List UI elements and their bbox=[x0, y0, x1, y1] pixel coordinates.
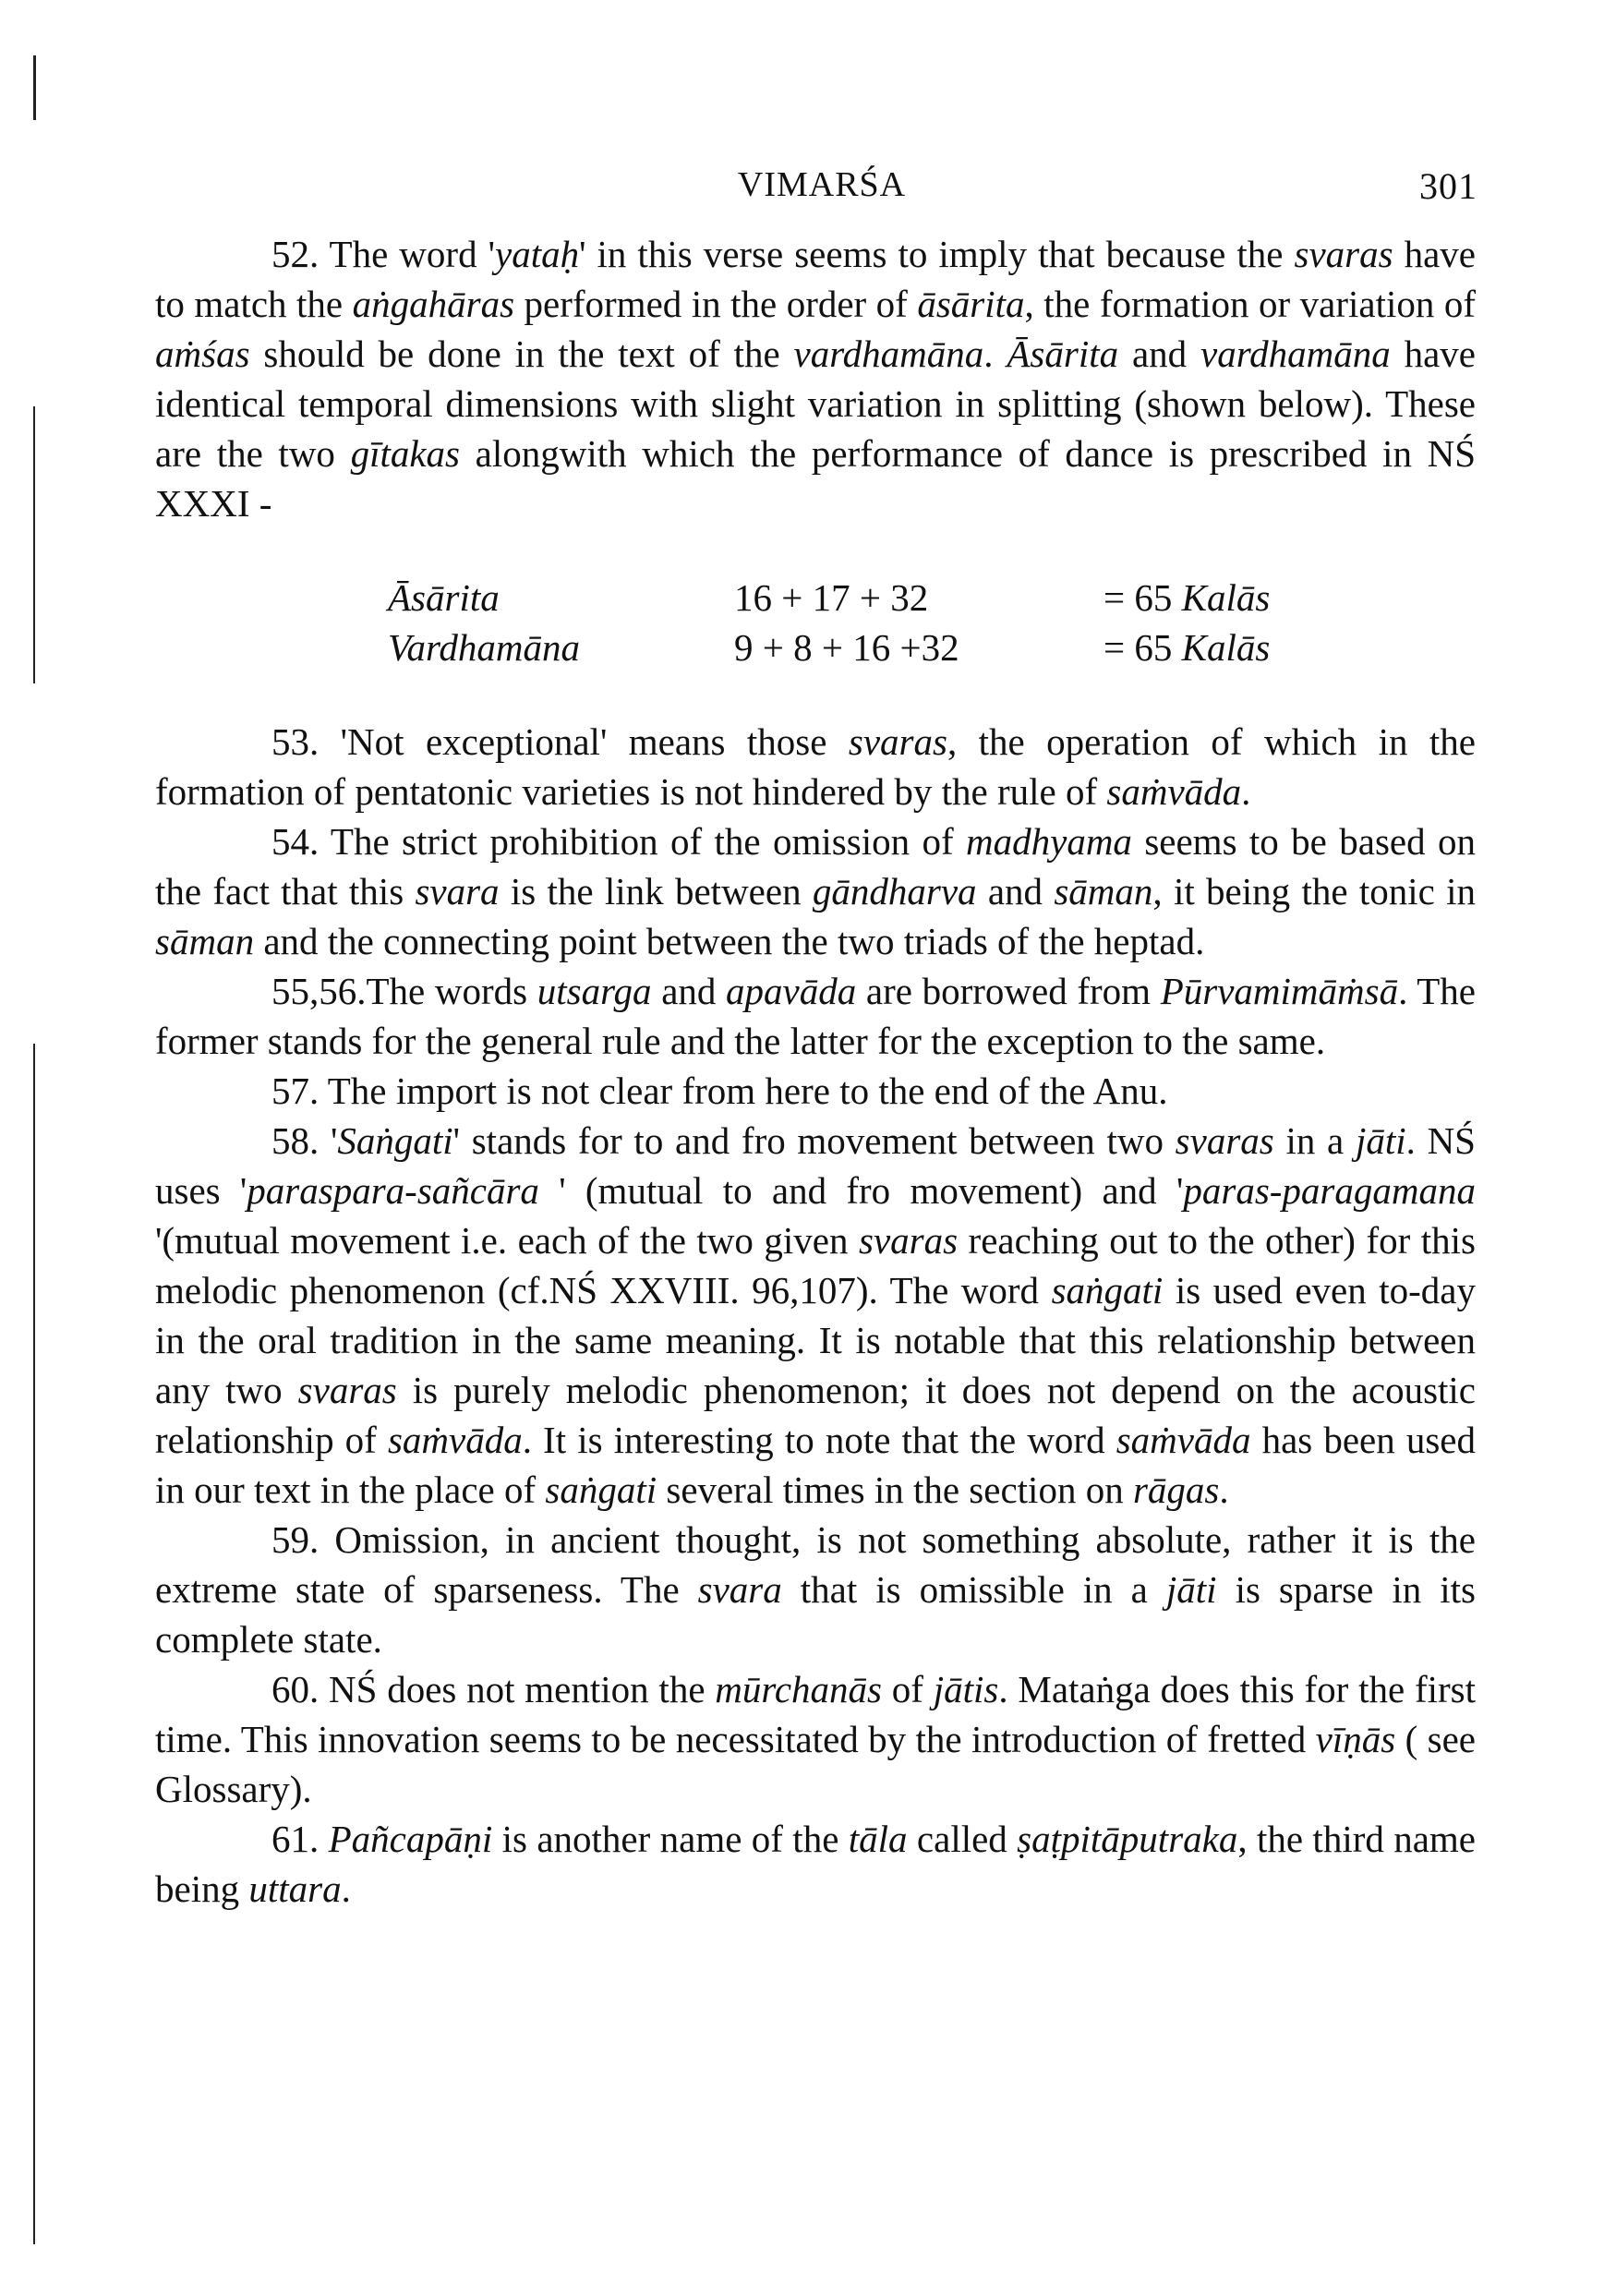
note-text: , the formation or variation of bbox=[1024, 283, 1476, 325]
note-text: 54. The strict prohibition of the omission of bbox=[271, 820, 967, 863]
italic-term: saṁvāda bbox=[1116, 1419, 1251, 1461]
italic-term: apavāda bbox=[726, 970, 857, 1012]
italic-term: svaras bbox=[1175, 1119, 1274, 1162]
note-text: ( see Glossary). bbox=[155, 1718, 1476, 1810]
note-text: , it being the tonic in bbox=[1152, 870, 1477, 912]
note-text: . NŚ uses ' bbox=[155, 1119, 1476, 1212]
italic-term: sāman bbox=[1054, 870, 1153, 912]
note-text: 59. Omission, in ancient thought, is not something absolute, rather it is the extreme state of sparseness. The bbox=[155, 1518, 1476, 1611]
note-61 bbox=[155, 1814, 1476, 1914]
italic-term: aṅgahāras bbox=[352, 283, 515, 325]
note-52 bbox=[155, 229, 1476, 528]
table-row bbox=[388, 573, 1344, 622]
table-row bbox=[388, 622, 1344, 672]
note-text: 57. The import is not clear from here to the end of the Anu. bbox=[271, 1069, 1168, 1112]
note-54 bbox=[155, 816, 1476, 966]
italic-term: svara bbox=[415, 870, 500, 912]
note-text: is purely melodic phenomenon; it does not depend on the acoustic relationship of bbox=[155, 1369, 1477, 1461]
italic-term: saṅgati bbox=[545, 1468, 657, 1511]
page-body bbox=[155, 229, 1476, 1914]
italic-term: Saṅgati bbox=[337, 1119, 453, 1162]
note-text: and bbox=[651, 970, 727, 1012]
kala-total bbox=[1103, 622, 1344, 672]
left-margin-rule bbox=[33, 406, 35, 683]
kala-sum: 16 + 17 + 32 bbox=[734, 576, 929, 619]
italic-term: rāgas bbox=[1132, 1468, 1220, 1511]
note-text: has been used in our text in the place of bbox=[155, 1419, 1476, 1511]
note-55-56 bbox=[155, 966, 1476, 1066]
italic-term: jāti bbox=[1165, 1568, 1217, 1611]
note-text: that is omissible in a bbox=[781, 1568, 1166, 1611]
note-53 bbox=[155, 717, 1476, 816]
note-59 bbox=[155, 1515, 1476, 1664]
italic-term: Pūrvamimāṁsā bbox=[1160, 970, 1399, 1012]
note-text: 53. 'Not exceptional' means those bbox=[271, 720, 849, 763]
note-text: several times in the section on bbox=[657, 1468, 1133, 1511]
italic-term: vardhamāna bbox=[793, 332, 984, 375]
kala-unit: Kalās bbox=[1181, 626, 1271, 669]
italic-term: tāla bbox=[848, 1818, 908, 1860]
italic-term: aṁśas bbox=[155, 332, 250, 375]
kala-unit: Kalās bbox=[1181, 576, 1271, 619]
note-text: . It is interesting to note that the word bbox=[522, 1419, 1116, 1461]
left-margin-rule bbox=[33, 1044, 35, 2244]
italic-term: svara bbox=[697, 1568, 782, 1611]
note-text: . bbox=[1219, 1468, 1229, 1511]
note-text: 60. NŚ does not mention the bbox=[271, 1668, 716, 1710]
italic-term: sāman bbox=[155, 920, 255, 962]
note-text: and bbox=[976, 870, 1055, 912]
italic-term: vīṇās bbox=[1315, 1718, 1396, 1760]
note-text: . bbox=[1241, 770, 1251, 813]
gitaka-name: Vardhamāna bbox=[388, 626, 581, 669]
note-text: 55,56.The words bbox=[271, 970, 537, 1012]
italic-term: vardhamāna bbox=[1200, 332, 1391, 375]
note-text: '(mutual movement i.e. each of the two given bbox=[155, 1219, 859, 1262]
left-margin-rule bbox=[33, 55, 36, 120]
gitaka-name: Āsārita bbox=[388, 576, 500, 619]
note-57 bbox=[155, 1066, 1476, 1116]
note-text: is sparse in its complete state. bbox=[155, 1568, 1477, 1661]
italic-term: āsārita bbox=[917, 283, 1025, 325]
page-header bbox=[157, 164, 1487, 220]
note-text: should be done in the text of the bbox=[249, 332, 794, 375]
note-text: reaching out to the other) for this melodic phenomenon (cf.NŚ XXVIII. 96,107). The word bbox=[155, 1219, 1476, 1311]
italic-term: paras-paragamana bbox=[1183, 1169, 1476, 1212]
kala-table bbox=[388, 573, 1344, 672]
kala-sum: 9 + 8 + 16 +32 bbox=[734, 626, 959, 669]
italic-term: svaras bbox=[1294, 233, 1393, 275]
note-text: called bbox=[907, 1818, 1018, 1860]
note-text: are borrowed from bbox=[856, 970, 1161, 1012]
note-text: . Mataṅga does this for the first time. This innovation seems to be necessitated by the introduction of fretted bbox=[155, 1668, 1476, 1760]
note-text: ' in this verse seems to imply that because the bbox=[579, 233, 1295, 275]
italic-term: utsarga bbox=[537, 970, 652, 1012]
kala-total bbox=[1103, 573, 1344, 622]
note-text: . bbox=[983, 332, 1007, 375]
italic-term: Pañcapāṇi bbox=[328, 1818, 493, 1860]
note-text: ' (mutual to and fro movement) and ' bbox=[538, 1169, 1184, 1212]
italic-term: mūrchanās bbox=[715, 1668, 882, 1710]
running-title: VIMARŚA bbox=[737, 165, 907, 204]
italic-term: svaras bbox=[858, 1219, 959, 1262]
note-text: and bbox=[1118, 332, 1201, 375]
note-text: ' stands for to and fro movement between two bbox=[452, 1119, 1176, 1162]
italic-term: uttara bbox=[248, 1867, 342, 1910]
italic-term: ṣaṭpitāputraka bbox=[1017, 1818, 1238, 1860]
italic-term: madhyama bbox=[966, 820, 1132, 863]
note-text: . The former stands for the general rule and the latter for the exception to the same. bbox=[155, 970, 1476, 1062]
note-text: alongwith which the performance of dance is prescribed in NŚ XXXI - bbox=[155, 432, 1476, 525]
note-text: performed in the order of bbox=[514, 283, 918, 325]
italic-term: svaras bbox=[848, 720, 947, 763]
italic-term: saṁvāda bbox=[1106, 770, 1242, 813]
italic-term: saṅgati bbox=[1051, 1269, 1164, 1311]
note-text: have to match the bbox=[155, 233, 1476, 325]
note-text: 58. ' bbox=[271, 1119, 338, 1162]
notes-before-table bbox=[155, 229, 1476, 528]
kala-total-value: = 65 bbox=[1103, 576, 1182, 619]
note-text: is another name of the bbox=[492, 1818, 849, 1860]
note-text: , the operation of which in the formation of pentatonic varieties is not hindered by the rule of bbox=[155, 720, 1476, 813]
italic-term: gītakas bbox=[350, 432, 461, 475]
note-text: have identical temporal dimensions with slight variation in splitting (shown below). These are the two bbox=[155, 332, 1477, 475]
notes-after-table bbox=[155, 717, 1476, 1914]
note-text: 52. The word ' bbox=[271, 233, 495, 275]
note-58 bbox=[155, 1116, 1476, 1515]
note-text: of bbox=[882, 1668, 934, 1710]
note-text: 61. bbox=[271, 1818, 329, 1860]
page-number: 301 bbox=[1419, 165, 1477, 207]
italic-term: Āsārita bbox=[1007, 332, 1119, 375]
italic-term: saṁvāda bbox=[387, 1419, 523, 1461]
note-60 bbox=[155, 1664, 1476, 1814]
italic-term: jāti bbox=[1355, 1119, 1406, 1162]
note-text: seems to be based on the fact that this bbox=[155, 820, 1476, 912]
italic-term: gāndharva bbox=[812, 870, 977, 912]
italic-term: svaras bbox=[297, 1369, 397, 1411]
note-text: in a bbox=[1273, 1119, 1356, 1162]
italic-term: paraspara-sañcāra bbox=[247, 1169, 539, 1212]
note-text: and the connecting point between the two triads of the heptad. bbox=[254, 920, 1205, 962]
note-text: . bbox=[341, 1867, 351, 1910]
italic-term: jātis bbox=[933, 1668, 999, 1710]
note-text: , the third name being bbox=[155, 1818, 1477, 1910]
note-text: is used even to-day in the oral tradition in the same meaning. It is notable that this relationship between any two bbox=[155, 1269, 1476, 1411]
note-text: is the link between bbox=[499, 870, 813, 912]
kala-total-value: = 65 bbox=[1103, 626, 1182, 669]
italic-term: yataḥ bbox=[495, 233, 580, 275]
